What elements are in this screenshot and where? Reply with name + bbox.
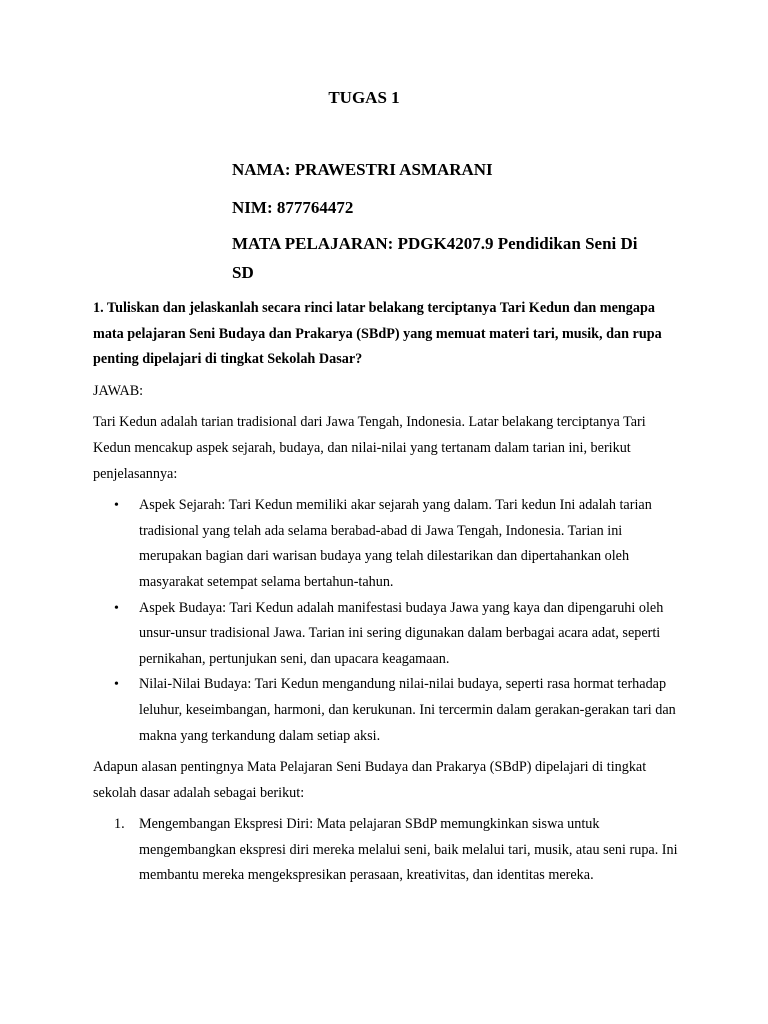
question-text: 1. Tuliskan dan jelaskanlah secara rinci latar belakang terciptanya Tari Kedun dan mengapa mata pelajaran Seni Budaya dan Prakarya (SBdP) yang memuat materi tari, musik, dan rupa penting dipelajari di tingkat Sekolah Dasar?	[93, 300, 662, 368]
bullet-icon: •	[114, 677, 119, 693]
bullet-icon: •	[114, 600, 119, 616]
answer-label: JAWAB:	[93, 382, 144, 399]
item-number: 1.	[114, 816, 125, 833]
bullet-list	[93, 493, 683, 749]
bullet-item	[93, 493, 683, 595]
intro-paragraph: Tari Kedun adalah tarian tradisional dari Jawa Tengah, Indonesia. Latar belakang terciptanya Tari Kedun mencakup aspek sejarah, budaya, dan nilai-nilai yang tertanam dalam tarian ini, berikut penjelasannya:	[93, 414, 646, 482]
bullet-item	[93, 672, 683, 749]
student-nim: NIM: 877764472	[232, 198, 354, 217]
bullet-item	[93, 596, 683, 673]
document-title: TUGAS 1	[328, 88, 400, 107]
course-line-2: SD	[232, 263, 254, 282]
numbered-text: Mengembangan Ekspresi Diri: Mata pelajaran SBdP memungkinkan siswa untuk mengembangkan ekspresi diri mereka melalui seni, baik melalui tari, musik, atau seni rupa. Ini membantu mereka mengekspresikan perasaan, kreativitas, dan identitas mereka.	[139, 816, 678, 884]
numbered-list	[93, 812, 683, 889]
reason-paragraph: Adapun alasan pentingnya Mata Pelajaran Seni Budaya dan Prakarya (SBdP) dipelajari di tingkat sekolah dasar adalah sebagai berikut:	[93, 759, 647, 801]
numbered-item	[93, 812, 683, 889]
bullet-icon: •	[114, 498, 119, 514]
bullet-text: Aspek Budaya: Tari Kedun adalah manifestasi budaya Jawa yang kaya dan dipengaruhi oleh unsur-unsur tradisional Jawa. Tarian ini sering digunakan dalam berbagai acara adat, seperti pernikahan, pertunjukan seni, dan upacara keagamaan.	[139, 599, 664, 667]
course-line-1: MATA PELAJARAN: PDGK4207.9 Pendidikan Seni Di	[232, 234, 638, 253]
student-name: NAMA: PRAWESTRI ASMARANI	[232, 160, 493, 179]
bullet-text: Aspek Sejarah: Tari Kedun memiliki akar sejarah yang dalam. Tari kedun Ini adalah tarian tradisional yang telah ada selama berabad-abad di Jawa Tengah, Indonesia. Tarian ini merupakan bagian dari warisan budaya yang telah dilestarikan dan dipertahankan oleh masyarakat setempat selama bertahun-tahun.	[139, 497, 652, 590]
bullet-text: Nilai-Nilai Budaya: Tari Kedun mengandung nilai-nilai budaya, seperti rasa hormat terhadap leluhur, keseimbangan, harmoni, dan kerukunan. Ini tercermin dalam gerakan-gerakan tari dan makna yang terkandung dalam setiap aksi.	[139, 676, 676, 744]
document-body	[93, 296, 683, 889]
